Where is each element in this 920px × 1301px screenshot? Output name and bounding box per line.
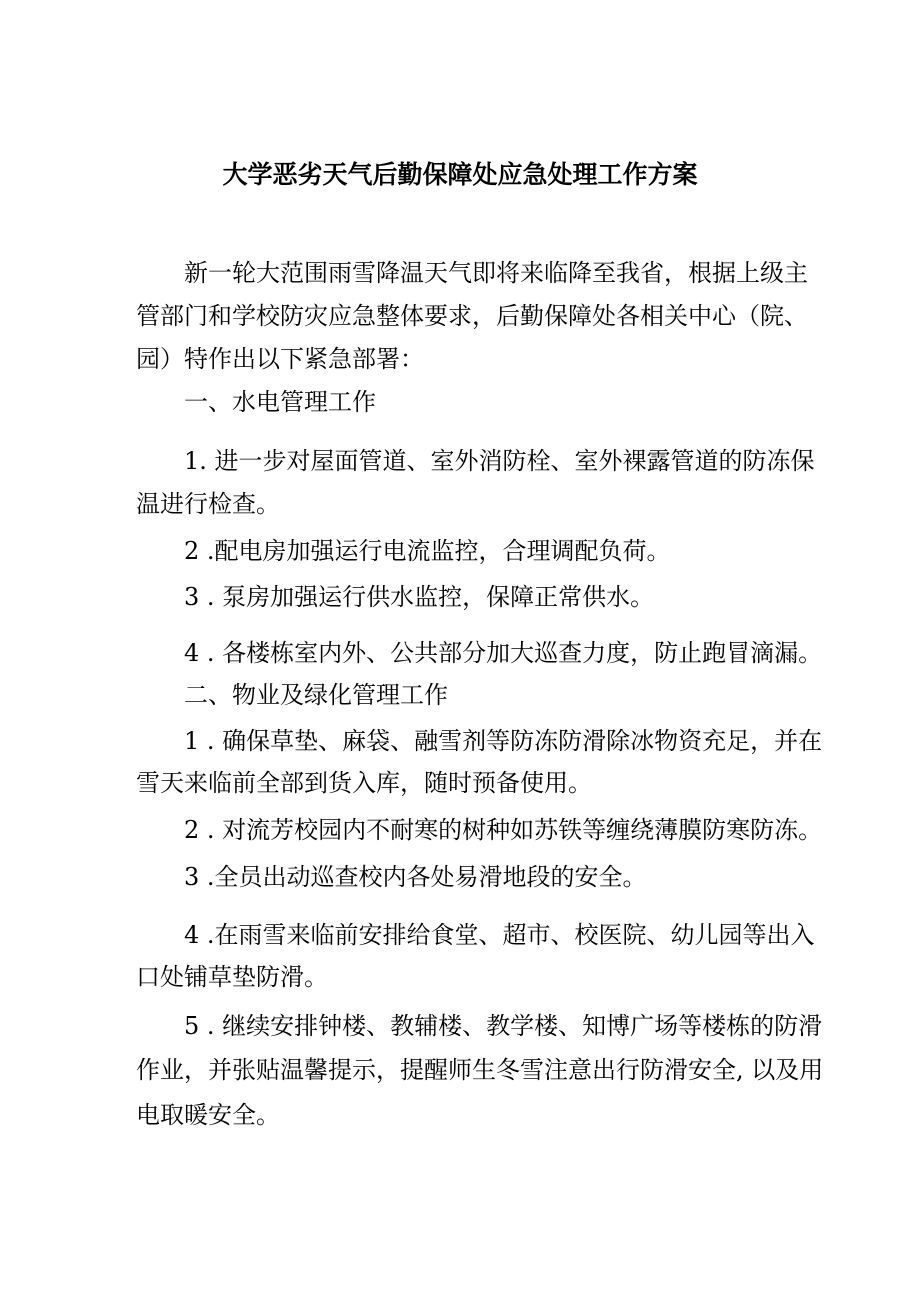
- intro-line-1: 新一轮大范围雨雪降温天气即将来临降至我省，根据上级主: [184, 259, 808, 287]
- item-2-5-line-3: 电取暖安全。: [136, 1101, 280, 1129]
- item-1-1-line-2: 温进行检查。: [136, 490, 280, 518]
- section-heading-2: 二、物业及绿化管理工作: [184, 681, 448, 709]
- page-title: 大学恶劣天气后勤保障处应急处理工作方案: [222, 160, 698, 189]
- intro-line-3: 园）特作出以下紧急部署：: [136, 345, 424, 373]
- item-2-5-line-2: 作业，并张贴温馨提示，提醒师生冬雪注意出行防滑安全, 以及用: [136, 1056, 824, 1084]
- item-1-1-line-1: 1. 进一步对屋面管道、室外消防栓、室外裸露管道的防冻保: [184, 447, 815, 475]
- intro-line-2: 管部门和学校防灾应急整体要求，后勤保障处各相关中心（院、: [136, 302, 808, 330]
- item-1-3: 3 . 泵房加强运行供水监控，保障正常供水。: [184, 583, 655, 611]
- item-2-2: 2 . 对流芳校园内不耐寒的树种如苏铁等缠绕薄膜防寒防冻。: [184, 816, 823, 844]
- section-heading-1: 一、水电管理工作: [184, 388, 376, 416]
- item-2-1-line-2: 雪天来临前全部到货入库，随时预备使用。: [136, 769, 592, 797]
- item-2-4-line-1: 4 .在雨雪来临前安排给食堂、超市、校医院、幼儿园等出入: [184, 921, 815, 949]
- item-1-2: 2 .配电房加强运行电流监控，合理调配负荷。: [184, 537, 671, 565]
- item-1-4: 4 . 各楼栋室内外、公共部分加大巡查力度，防止跑冒滴漏。: [184, 639, 823, 667]
- item-2-1-line-1: 1 . 确保草垫、麻袋、融雪剂等防冻防滑除冰物资充足，并在: [184, 727, 823, 755]
- item-2-4-line-2: 口处铺草垫防滑。: [136, 963, 328, 991]
- item-2-5-line-1: 5 . 继续安排钟楼、教辅楼、教学楼、知博广场等楼栋的防滑: [184, 1012, 823, 1040]
- item-2-3: 3 .全员出动巡查校内各处易滑地段的安全。: [184, 863, 647, 891]
